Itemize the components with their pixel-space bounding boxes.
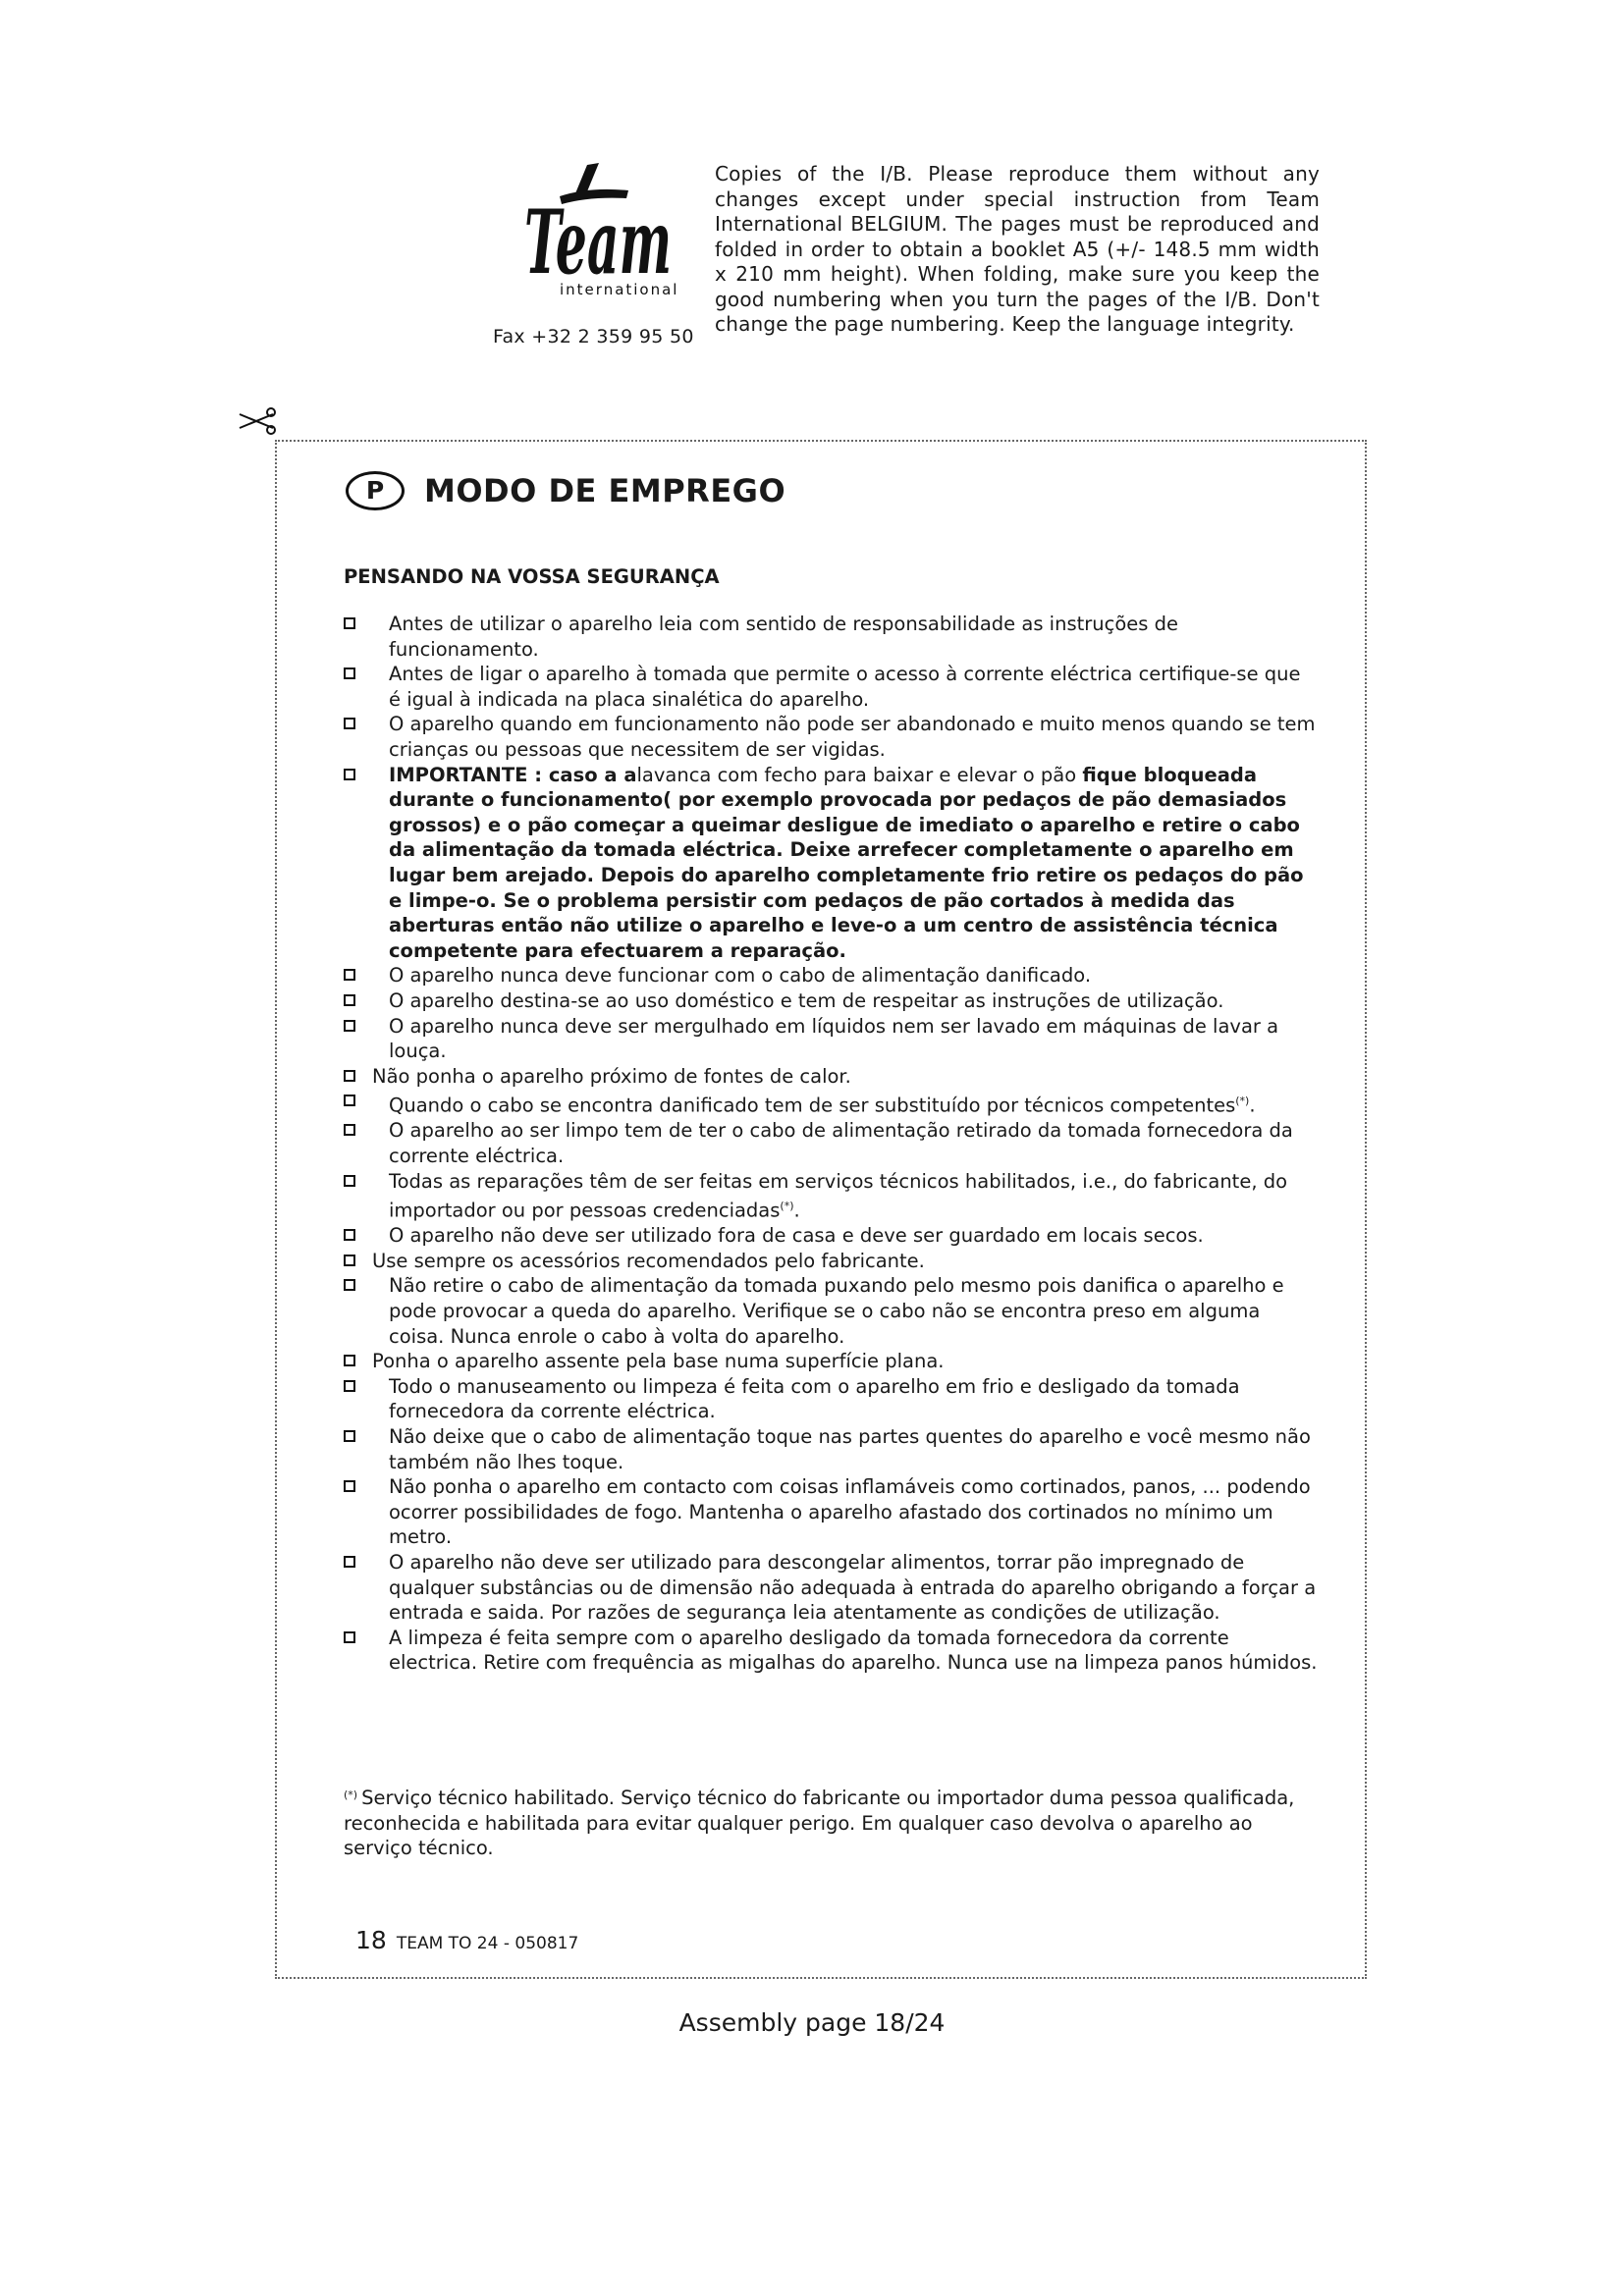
checkbox-bullet-icon bbox=[344, 617, 355, 629]
list-item bbox=[344, 1249, 1318, 1274]
language-badge: P bbox=[346, 471, 405, 510]
list-item-text: Use sempre os acessórios recomendados pelo fabricante. bbox=[372, 1249, 925, 1272]
list-item bbox=[344, 963, 1318, 988]
list-item-text: Todo o manuseamento ou limpeza é feita com o aparelho em frio e desligado da tomada fornecedora da corrente eléctrica. bbox=[389, 1374, 1240, 1423]
list-item-text: O aparelho não deve ser utilizado fora de casa e deve ser guardado em locais secos. bbox=[389, 1224, 1204, 1248]
list-item-text: Quando o cabo se encontra danificado tem de ser substituído por técnicos competentes bbox=[389, 1094, 1236, 1117]
list-item bbox=[344, 1014, 1318, 1064]
safety-instructions-list bbox=[344, 612, 1318, 1676]
section-heading: PENSANDO NA VOSSA SEGURANÇA bbox=[344, 565, 720, 588]
footnote bbox=[344, 1783, 1318, 1861]
checkbox-bullet-icon bbox=[344, 1070, 355, 1082]
list-item-text: O aparelho nunca deve ser mergulhado em líquidos nem ser lavado em máquinas de lavar a louça. bbox=[389, 1014, 1279, 1063]
list-item-text: O aparelho não deve ser utilizado para descongelar alimentos, torrar pão impregnado de qualquer substâncias ou de dimensão não adequada à entrada do aparelho obrigando a forçar a entrada e saida. Por razões de segurança leia atentamente as condições de utilização. bbox=[389, 1550, 1317, 1625]
checkbox-bullet-icon bbox=[344, 1631, 355, 1643]
page-number: 18 bbox=[355, 1926, 387, 1954]
list-item-text: O aparelho destina-se ao uso doméstico e tem de respeitar as instruções de utilização. bbox=[389, 988, 1224, 1012]
checkbox-bullet-icon bbox=[344, 718, 355, 729]
important-text-bold-1: IMPORTANTE : caso a a bbox=[389, 763, 637, 786]
checkbox-bullet-icon bbox=[344, 1380, 355, 1392]
list-item bbox=[344, 1550, 1318, 1626]
team-logo-icon bbox=[491, 157, 687, 304]
list-item bbox=[344, 1374, 1318, 1424]
checkbox-bullet-icon bbox=[344, 1279, 355, 1291]
list-item bbox=[344, 1626, 1318, 1676]
list-item bbox=[344, 712, 1318, 762]
checkbox-bullet-icon bbox=[344, 1430, 355, 1442]
list-item-text: O aparelho nunca deve funcionar com o cabo de alimentação danificado. bbox=[389, 964, 1092, 988]
footnote-ref: (*) bbox=[780, 1200, 794, 1213]
list-item bbox=[344, 1349, 1318, 1374]
list-item-text: Não ponha o aparelho em contacto com coisas inflamáveis como cortinados, panos, ... podendo ocorrer possibilidades de fogo. Mantenha o aparelho afastado dos cortinados no mínimo um metro. bbox=[389, 1475, 1311, 1549]
list-item-text: Não retire o cabo de alimentação da tomada puxando pelo mesmo pois danifica o aparelho e pode provocar a queda do aparelho. Verifique se o cabo não se encontra preso em alguma coisa. Nunca enrole o cabo à volta do aparelho. bbox=[389, 1274, 1284, 1348]
checkbox-bullet-icon bbox=[344, 1229, 355, 1241]
list-item bbox=[344, 1118, 1318, 1168]
list-item bbox=[344, 988, 1318, 1014]
checkbox-bullet-icon bbox=[344, 1480, 355, 1492]
checkbox-bullet-icon bbox=[344, 1175, 355, 1187]
list-item bbox=[344, 1064, 1318, 1090]
important-text-bold-2: fique bloqueada durante o funcionamento( por exemplo provocada por pedaços de pão demasiados grossos) e o pão começar a queimar desligue de imediato o aparelho e retire o cabo da alimentação da tomada eléctrica. Deixe arrefecer completamente o aparelho em lugar bem arejado. Depois do aparelho completamente frio retire os pedaços do pão e limpe-o. Se o problema persistir com pedaços de pão cortados à medida das aberturas então não utilize o aparelho e leve-o a um centro de assistência técnica competente para efectuarem a reparação. bbox=[389, 763, 1304, 962]
list-item bbox=[344, 1474, 1318, 1550]
list-item-text: Antes de utilizar o aparelho leia com sentido de responsabilidade as instruções de funcionamento. bbox=[389, 613, 1179, 661]
list-item-text: A limpeza é feita sempre com o aparelho desligado da tomada fornecedora da corrente electrica. Retire com frequência as migalhas do aparelho. Nunca use na limpeza panos húmidos. bbox=[389, 1626, 1318, 1675]
team-logo bbox=[491, 157, 687, 304]
list-item bbox=[344, 1223, 1318, 1249]
checkbox-bullet-icon bbox=[344, 1255, 355, 1266]
logo-subtext: international bbox=[560, 281, 679, 298]
list-item bbox=[344, 1273, 1318, 1349]
page-title: MODO DE EMPREGO bbox=[424, 472, 786, 509]
checkbox-bullet-icon bbox=[344, 1124, 355, 1136]
checkbox-bullet-icon bbox=[344, 969, 355, 981]
footnote-text: Serviço técnico habilitado. Serviço técnico do fabricante ou importador duma pessoa qualificada, reconhecida e habilitada para evitar qualquer perigo. Em qualquer caso devolva o aparelho ao serviço técnico. bbox=[344, 1787, 1295, 1860]
list-item-text: Não deixe que o cabo de alimentação toque nas partes quentes do aparelho e você mesmo não também não lhes toque. bbox=[389, 1425, 1311, 1473]
document-code: TEAM TO 24 - 050817 bbox=[396, 1934, 579, 1953]
footnote-ref: (*) bbox=[1235, 1095, 1250, 1108]
list-item-text: Ponha o aparelho assente pela base numa superfície plana. bbox=[372, 1350, 945, 1373]
checkbox-bullet-icon bbox=[344, 994, 355, 1006]
logo-word: Team bbox=[524, 190, 672, 294]
list-item bbox=[344, 1424, 1318, 1474]
checkbox-bullet-icon bbox=[344, 1020, 355, 1032]
assembly-page-label: Assembly page 18/24 bbox=[678, 2008, 946, 2037]
scissors-icon bbox=[236, 404, 279, 438]
checkbox-bullet-icon bbox=[344, 769, 355, 780]
list-item-text: O aparelho quando em funcionamento não pode ser abandonado e muito menos quando se tem crianças ou pessoas que necessitem de ser vigidas. bbox=[389, 713, 1316, 761]
fax-number: Fax +32 2 359 95 50 bbox=[493, 326, 694, 347]
checkbox-bullet-icon bbox=[344, 1556, 355, 1568]
list-item bbox=[344, 662, 1318, 712]
list-item-important bbox=[344, 763, 1318, 964]
footnote-mark: (*) bbox=[344, 1789, 358, 1801]
list-item-text: Todas as reparações têm de ser feitas em serviços técnicos habilitados, i.e., do fabricante, do importador ou por pessoas credenciadas bbox=[389, 1169, 1288, 1222]
checkbox-bullet-icon bbox=[344, 1355, 355, 1366]
page-footer bbox=[355, 1926, 578, 1954]
list-item-text: Não ponha o aparelho próximo de fontes de calor. bbox=[372, 1064, 851, 1088]
list-item-text: O aparelho ao ser limpo tem de ter o cabo de alimentação retirado da tomada fornecedora da corrente eléctrica. bbox=[389, 1119, 1293, 1167]
list-item-text: Antes de ligar o aparelho à tomada que permite o acesso à corrente eléctrica certifique-se que é igual à indicada na placa sinalética do aparelho. bbox=[389, 663, 1301, 711]
reproduction-note: Copies of the I/B. Please reproduce them without any changes except under special instruction from Team International BELGIUM. The pages must be reproduced and folded in order to obtain a booklet A5 (+/- 148.5 mm width x 210 mm height). When folding, make sure you keep the good numbering when you turn the pages of the I/B. Don't change the page numbering. Keep the language integrity. bbox=[715, 162, 1320, 336]
checkbox-bullet-icon bbox=[344, 667, 355, 679]
important-text-normal: lavanca com fecho para baixar e elevar o pão bbox=[636, 763, 1083, 786]
list-item bbox=[344, 612, 1318, 662]
list-item: Todas as reparações têm de ser feitas em serviços técnicos habilitados, i.e., do fabricante, do importador ou por pessoas credenciadas(*). bbox=[344, 1169, 1318, 1224]
checkbox-bullet-icon bbox=[344, 1095, 355, 1106]
list-item: Quando o cabo se encontra danificado tem de ser substituído por técnicos competentes(*). bbox=[344, 1089, 1318, 1118]
